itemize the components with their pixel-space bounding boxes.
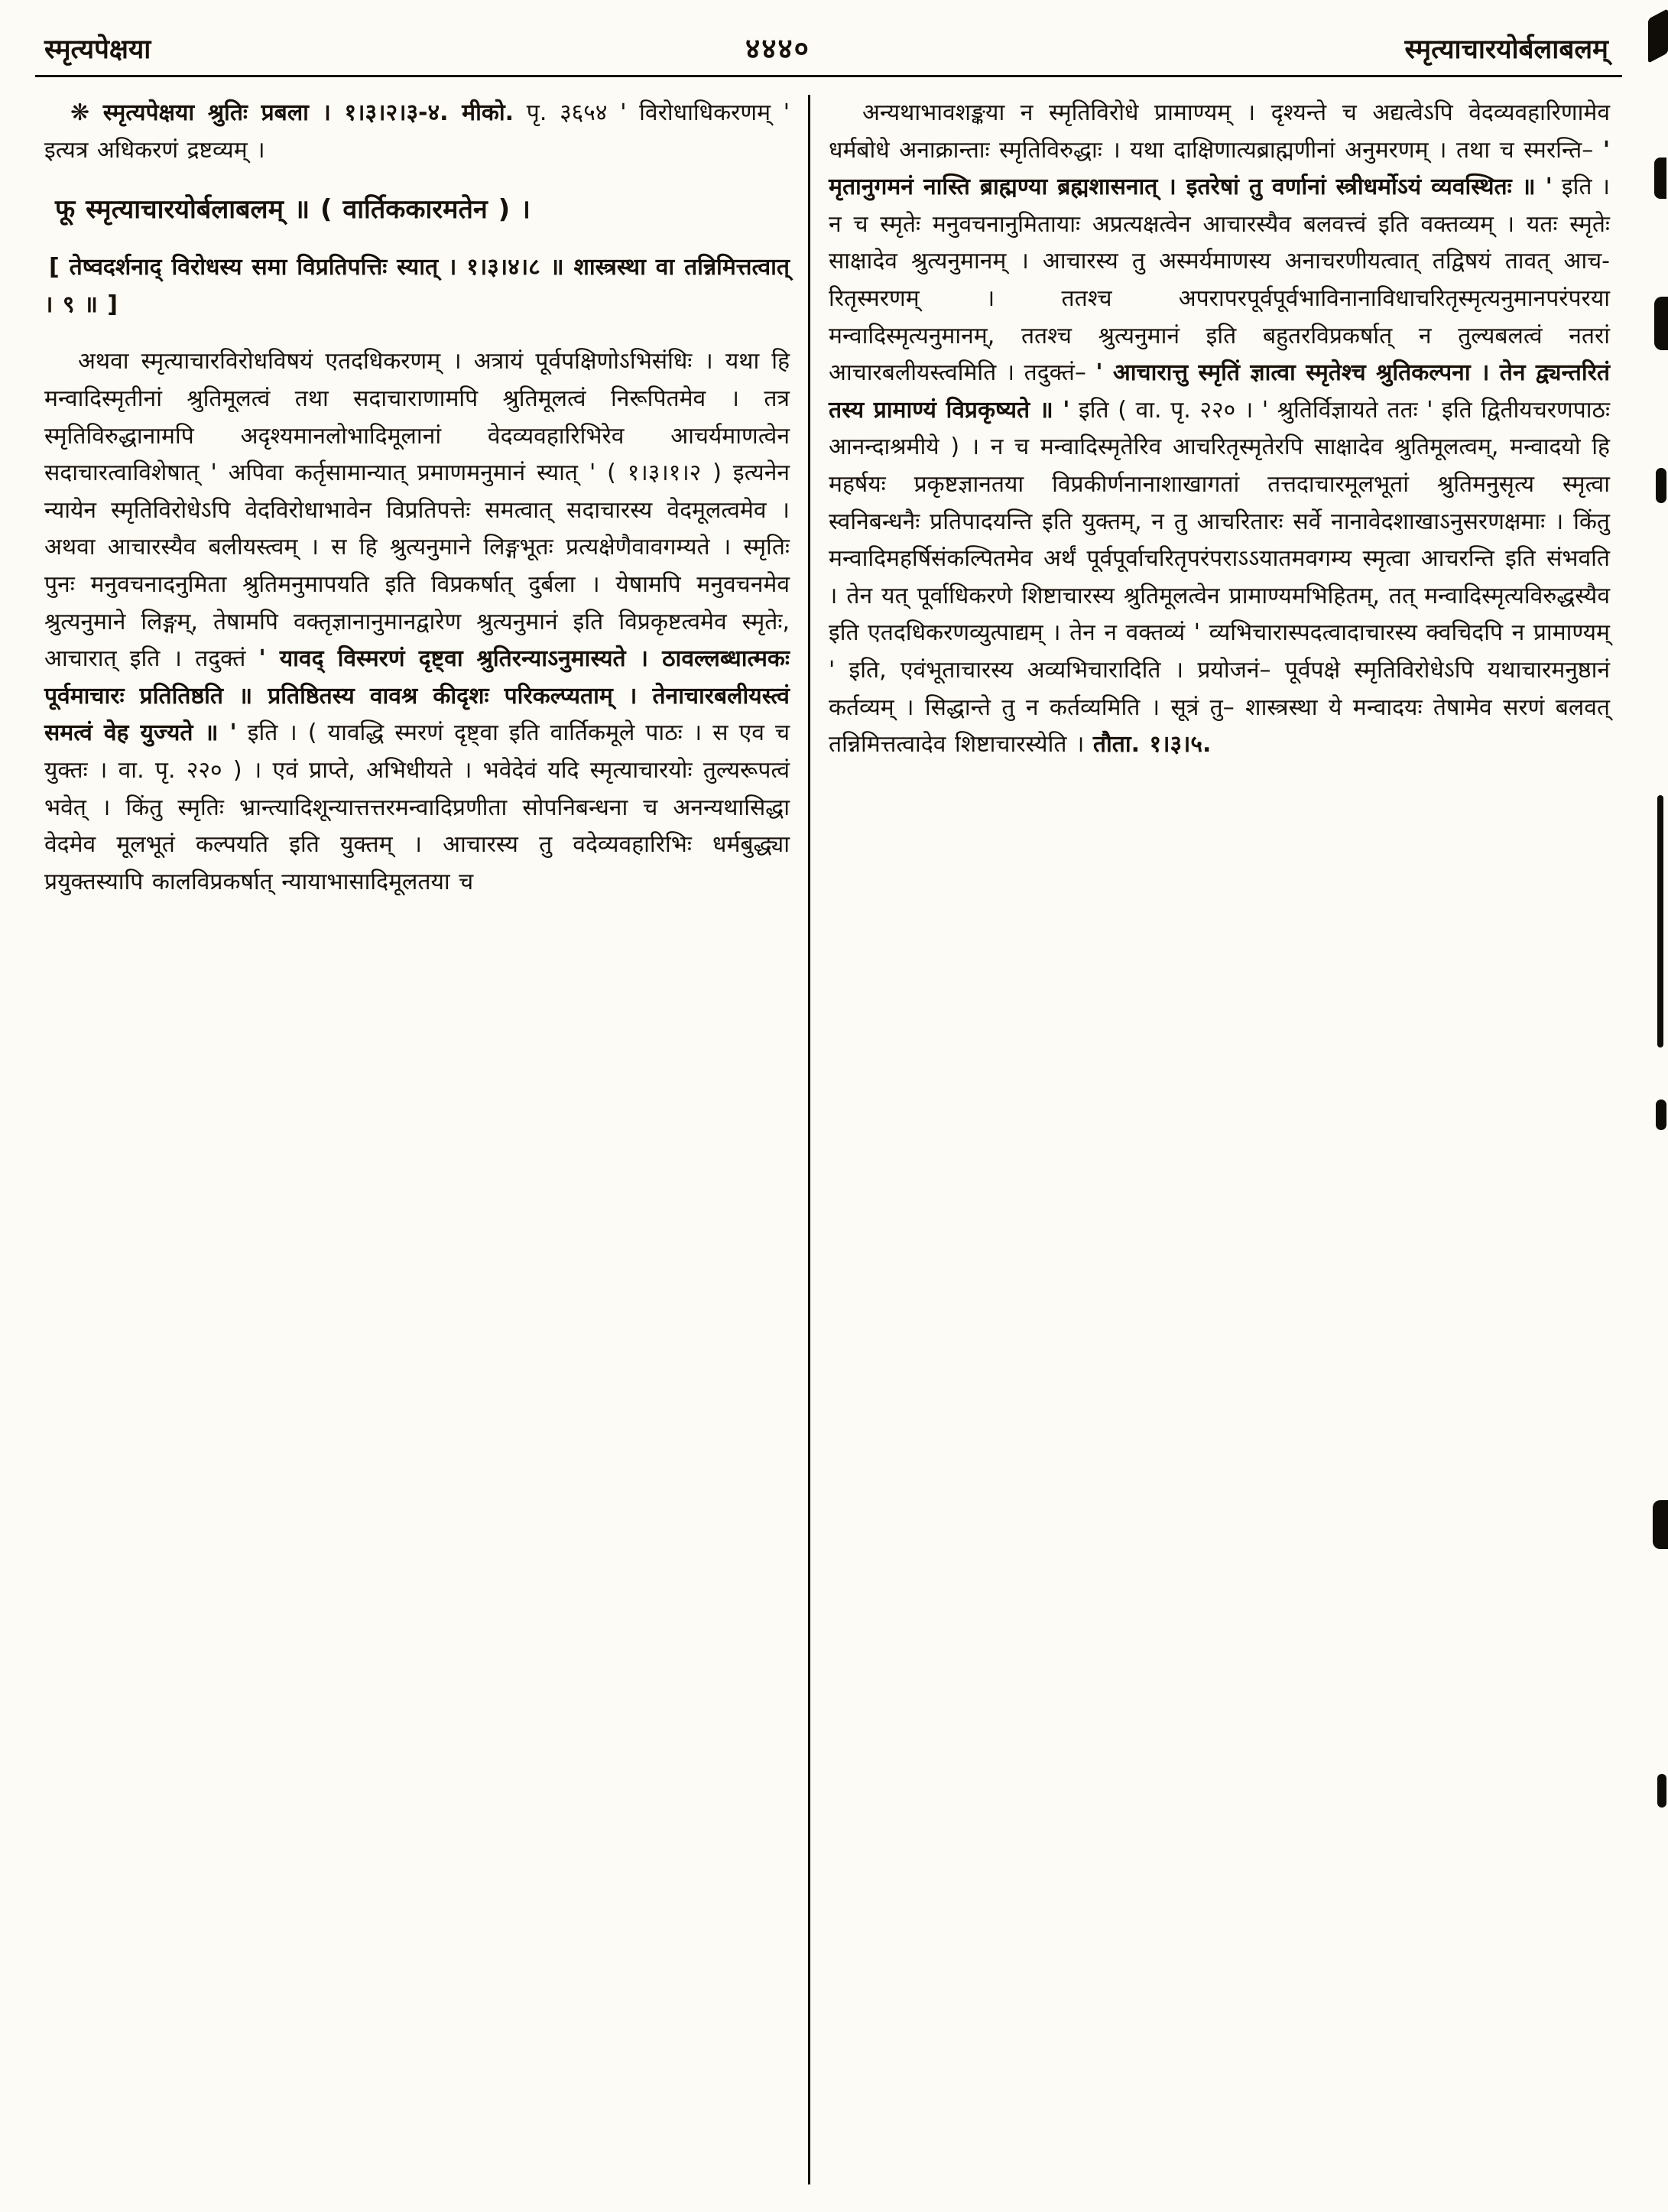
- text-run: ' मृतानुगमनं नास्ति ब्राह्मण्या ब्रह्मशासनात् । इतरेषां तु वर्णानां स्त्रीधर्मोऽयं व्यवस्थितः ॥ ': [829, 136, 1610, 201]
- scan-artifact: [1657, 1774, 1666, 1808]
- scan-artifact: [1657, 795, 1663, 1048]
- scan-artifact: [1654, 158, 1666, 199]
- text-run: [ तेष्वदर्शनाद् विरोधस्य समा विप्रतिपत्तिः स्यात् । १।३।४।८ ॥ शास्त्रस्था वा तन्निमित्तत्वात् । ९ ॥ ]: [44, 254, 790, 318]
- text-run: अथवा स्मृत्याचारविरोधविषयं एतदधिकरणम् । अत्रायं पूर्वपक्षिणोऽभिसंधिः । यथा हि मन्वादिस्मृतीनां श्रुतिमूलत्वं तथा सदाचाराणामपि श्रुतिमूलत्वं निरूपितमेव । तत्र स्मृतिविरुद्धानामपि अदृश्यमानलोभादिमूलानां वेदव्यवहारिभिरेव आचर्यमाणत्वेन सदाचारत्वाविशेषात् ' अपिवा कर्तृसामान्यात् प्रमाणमनुमानं स्यात् ' ( १।३।१।२ ) इत्यनेन न्यायेन स्मृतिविरोधेऽपि वेदविरोधाभावेन विप्रतिपत्तेः समत्वात् सदाचारस्य वेदमूलत्वमेव । अथवा आचारस्यैव बलीयस्त्वम् । स हि श्रुत्यनुमाने लिङ्गभूतः प्रत्यक्षेणैवावगम्यते । स्मृतिः पुनः मनुवचनादनुमिता श्रुतिमनुमापयति इति विप्रकर्षात् दुर्बला । येषामपि मनुवचनमेव श्रुत्यनुमाने लिङ्गम्, तेषामपि वक्तृज्ञानानुमानद्वारेण श्रुत्यनुमानं इति विप्रकृष्टत्वमेव स्मृतेः, आचारात् इति । तदुक्तं: [44, 348, 790, 673]
- scan-artifact: [1648, 8, 1668, 63]
- page-number: ४४४०: [745, 32, 810, 65]
- text-run: फू: [55, 194, 86, 226]
- text-run: स्मृत्याचारयोर्बलाबलम् ॥ ( वार्तिककारमतेन ) ।: [86, 194, 531, 226]
- page-header: [44, 28, 1608, 67]
- left-column: [44, 95, 790, 2184]
- right-column: [829, 95, 1610, 2184]
- text-body: [44, 95, 1610, 2184]
- text-run: इति ( वा. पृ. २२० । ' श्रुतिर्विज्ञायते ततः ' इति द्वितीयचरणपाठः आनन्दाश्रमीये ) । न च मन्वादिस्मृतेरिव आचरितृस्मृतेरपि साक्षादेव श्रुतिमूलत्वम्, मन्वादयो हि महर्षयः प्रकृष्टज्ञानतया विप्रकीर्णनानाशाखागतां तत्तदाचारमूलभूतां श्रुतिमनुसृत्य स्मृत्वा स्वनिबन्धनैः प्रतिपादयन्ति इति युक्तम्, न तु आचरितारः सर्वे नानावेदशाखाऽनुसरणक्षमाः । किंतु मन्वादिमहर्षिसंकल्पितमेव अर्थं पूर्वपूर्वाचरितृपरंपराऽऽयातमवगम्य स्मृत्वा आचरन्ति इति संभवति । तेन यत् पूर्वाधिकरणे शिष्टाचारस्य श्रुतिमूलत्वेन प्रामाण्यमभिहितम्, तत् मन्वादिस्मृत्यविरुद्धस्यैव इति एतदधिकरणव्युत्पाद्यम् । तेन न वक्तव्यं ' व्यभिचारास्पदत्वादाचारस्य क्वचिदपि न प्रामाण्यम् ' इति, एवंभूताचारस्य अव्यभिचारादिति । प्रयोजनं– पूर्वपक्षे स्मृतिविरोधेऽपि यथाचारमनुष्ठानं कर्तव्यम् । सिद्धान्ते तु न कर्तव्यमिति । सूत्रं तु– शास्त्रस्था ये मन्वादयः तेषामेव सरणं बलवत् तन्निमित्तत्वादेव शिष्टाचारस्येति ।: [829, 396, 1610, 758]
- scan-artifact: [1653, 1500, 1668, 1549]
- scan-artifact: [1656, 468, 1666, 503]
- paragraph: [44, 249, 790, 323]
- scan-artifact: [1656, 1100, 1666, 1130]
- text-run: तौता. १।३।५.: [1092, 731, 1212, 758]
- text-run: इति । ( यावद्धि स्मरणं दृष्ट्वा इति वार्तिकमूले पाठः । स एव च युक्तः । वा. पृ. २२० ) । एवं प्राप्ते, अभिधीयते । भवेदेवं यदि स्मृत्याचारयोः तुल्यरूपत्वं भवेत् । किंतु स्मृतिः भ्रान्त्यादिशून्यात्तत्तरमन्वादिप्रणीता सोपनिबन्धना च अनन्यथासिद्धा वेदमेव मूलभूतं कल्पयति इति युक्तम् । आचारस्य तु वदेव्यवहारिभिः धर्मबुद्ध्या प्रयुक्तस्यापि कालविप्रकर्षात् न्यायाभासादिमूलतया च: [44, 719, 790, 895]
- paragraph: [44, 190, 790, 229]
- text-run: इति । न च स्मृतेः मनुवचनानुमितायाः अप्रत्यक्षत्वेन आचारस्यैव बलवत्त्वं इति वक्तव्यम् । यतः स्मृतेः साक्षादेव श्रुत्यनुमानम् । आचारस्य तु अस्मर्यमाणस्य अनाचरणीयत्वात् तद्विषयं तावत् आचरितृस्मरणम् । ततश्च अपरापरपूर्वपूर्वभाविनानाविधाचरितृस्मृत्यनुमानपरंपरया मन्वादिस्मृत्यनुमानम्, ततश्च श्रुत्यनुमानं इति बहुतरविप्रकर्षात् न तुल्यबलत्वं नतरां आचारबलीयस्त्वमिति । तदुक्तं–: [829, 174, 1610, 387]
- paragraph: [44, 95, 790, 169]
- text-run: ' यावद् विस्मरणं दृष्ट्वा श्रुतिरन्याऽनुमास्यते । ठावल्लब्धात्मकः पूर्वमाचारः प्रतितिष्ठति ॥ प्रतिष्ठितस्य वावश्र कीदृशः परिकल्प्यताम् । तेनाचारबलीयस्त्वं समत्वं वेह युज्यते ॥ ': [44, 645, 790, 747]
- header-rule: [35, 75, 1622, 77]
- text-run: पृ. ३६५४ ' विरोधाधिकरणम् ' इत्यत्र अधिकरणं द्रष्टव्यम् ।: [44, 99, 790, 164]
- text-run: अन्यथाभावशङ्कया न स्मृतिविरोधे प्रामाण्यम् । दृश्यन्ते च अद्यत्वेऽपि वेदव्यवहारिणामेव धर्मबोधे अनाक्रान्ताः स्मृतिविरुद्धाः । यथा दाक्षिणात्यब्राह्मणीनां अनुमरणम् । तथा च स्मरन्ति–: [829, 99, 1610, 164]
- running-title-right: स्मृत्याचारयोर्बलाबलम्: [1404, 34, 1608, 65]
- column-divider-rule: [808, 95, 810, 2184]
- paragraph: [829, 95, 1610, 764]
- scan-artifact: [1654, 297, 1668, 350]
- text-run: ❋ स्मृत्यपेक्षया श्रुतिः प्रबला । १।३।२।३-४.: [70, 99, 462, 126]
- paragraph: [44, 343, 790, 901]
- text-run: ' आचारात्तु स्मृतिं ज्ञात्वा स्मृतेश्च श्रुतिकल्पना । तेन द्व्यन्तरितं तस्य प्रामाण्यं विप्रकृष्यते ॥ ': [829, 359, 1610, 424]
- text-run: मीको.: [462, 99, 514, 126]
- running-title-left: स्मृत्यपेक्षया: [44, 34, 151, 65]
